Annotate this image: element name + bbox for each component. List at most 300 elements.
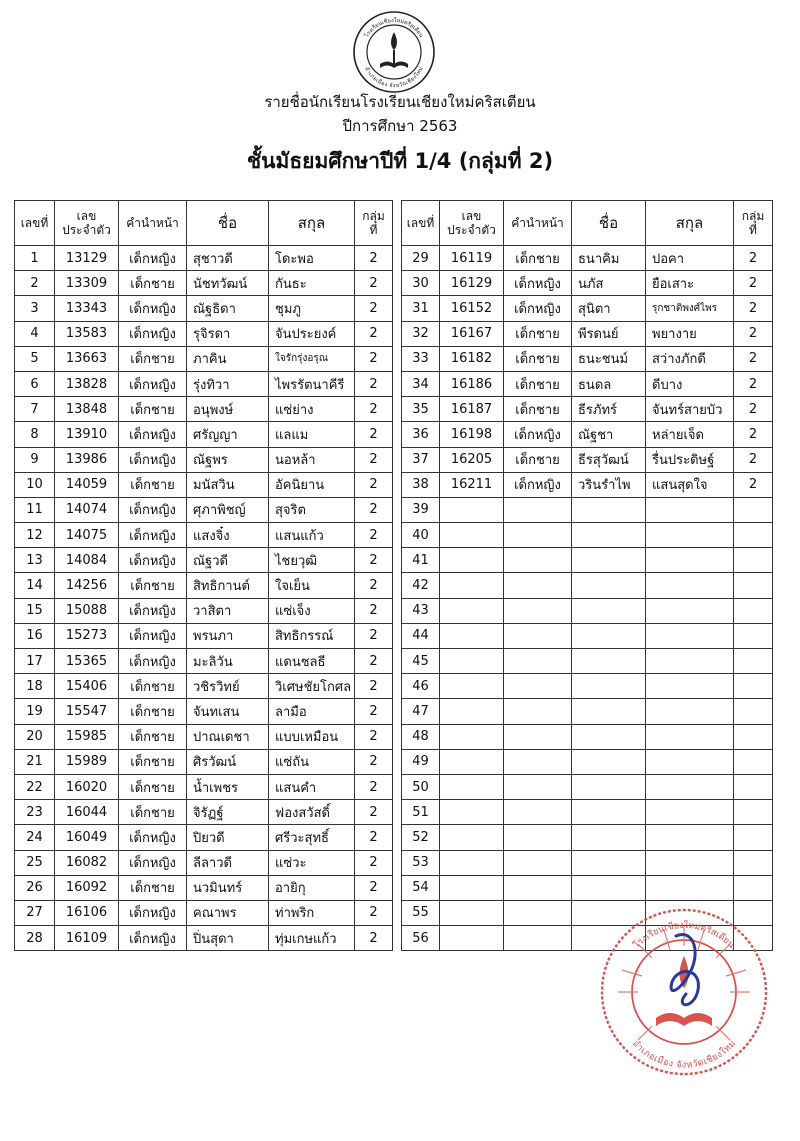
cell-student-id [440, 497, 504, 522]
cell-first-name: นวมินทร์ [187, 875, 269, 900]
cell-student-id: 16044 [55, 800, 119, 825]
cell-group: 2 [734, 346, 773, 371]
cell-student-id: 13986 [55, 447, 119, 472]
cell-student-id: 16049 [55, 825, 119, 850]
svg-text:อำเภอเมือง จังหวัดเชียงใหม่: อำเภอเมือง จังหวัดเชียงใหม่ [363, 66, 425, 90]
table-row [402, 472, 773, 497]
cell-last-name: ไชยวุฒิ [269, 548, 355, 573]
col-id-label-2: ประจำตัว [62, 223, 111, 237]
cell-no: 47 [402, 699, 440, 724]
cell-student-id: 16205 [440, 447, 504, 472]
cell-last-name [646, 649, 734, 674]
cell-group [734, 825, 773, 850]
cell-prefix: เด็กหญิง [119, 598, 187, 623]
cell-no: 13 [15, 548, 55, 573]
cell-first-name: สิทธิกานต์ [187, 573, 269, 598]
cell-prefix: เด็กหญิง [504, 472, 572, 497]
cell-student-id [440, 649, 504, 674]
cell-group [734, 724, 773, 749]
cell-last-name [646, 674, 734, 699]
cell-student-id [440, 850, 504, 875]
cell-last-name: ฟองสวัสดิ์ [269, 800, 355, 825]
col-no-header: เลขที่ [15, 201, 55, 246]
cell-first-name [572, 573, 646, 598]
cell-group: 2 [355, 623, 393, 648]
cell-student-id: 16129 [440, 271, 504, 296]
table-row [15, 422, 393, 447]
cell-no: 30 [402, 271, 440, 296]
cell-no: 35 [402, 397, 440, 422]
cell-student-id [440, 674, 504, 699]
cell-prefix [504, 850, 572, 875]
table-row [15, 321, 393, 346]
table-row [402, 774, 773, 799]
cell-prefix [504, 699, 572, 724]
cell-no: 37 [402, 447, 440, 472]
cell-first-name [572, 699, 646, 724]
cell-group: 2 [355, 598, 393, 623]
cell-no: 9 [15, 447, 55, 472]
cell-prefix: เด็กชาย [119, 699, 187, 724]
cell-first-name [572, 497, 646, 522]
cell-student-id: 14059 [55, 472, 119, 497]
cell-first-name: ธนะชนม์ [572, 346, 646, 371]
cell-group: 2 [734, 246, 773, 271]
academic-year: ปีการศึกษา 2563 [342, 117, 458, 135]
cell-last-name: แดนชลธี [269, 649, 355, 674]
cell-group [734, 774, 773, 799]
table-row [15, 875, 393, 900]
cell-prefix: เด็กชาย [119, 774, 187, 799]
cell-group [734, 523, 773, 548]
cell-prefix: เด็กชาย [504, 321, 572, 346]
cell-prefix [504, 800, 572, 825]
cell-last-name [646, 749, 734, 774]
class-title: ชั้นมัธยมศึกษาปีที่ 1/4 (กลุ่มที่ 2) [246, 149, 554, 173]
cell-last-name: แซ่ย่าง [269, 397, 355, 422]
cell-prefix: เด็กชาย [119, 800, 187, 825]
cell-no: 22 [15, 774, 55, 799]
cell-prefix: เด็กหญิง [119, 623, 187, 648]
cell-group: 2 [355, 825, 393, 850]
cell-first-name: รุจิรดา [187, 321, 269, 346]
table-row [15, 800, 393, 825]
cell-student-id [440, 926, 504, 951]
cell-no: 28 [15, 926, 55, 951]
cell-last-name: ท่าพริก [269, 900, 355, 925]
col-id-label-1: เลข [76, 209, 97, 223]
cell-group: 2 [355, 875, 393, 900]
cell-student-id: 16106 [55, 900, 119, 925]
cell-group: 2 [355, 371, 393, 396]
col-id-label-2: ประจำตัว [447, 223, 496, 237]
cell-last-name: ดีบาง [646, 371, 734, 396]
cell-prefix: เด็กหญิง [119, 321, 187, 346]
cell-group: 2 [734, 397, 773, 422]
table-row [402, 724, 773, 749]
cell-prefix: เด็กหญิง [119, 850, 187, 875]
roster-table-left [14, 200, 393, 951]
cell-last-name: แลแม [269, 422, 355, 447]
cell-last-name: นอหล้า [269, 447, 355, 472]
cell-group: 2 [355, 749, 393, 774]
cell-last-name: วิเศษชัยโกศล [269, 674, 355, 699]
cell-student-id: 16092 [55, 875, 119, 900]
cell-last-name: ยือเสาะ [646, 271, 734, 296]
cell-no: 34 [402, 371, 440, 396]
cell-student-id: 16119 [440, 246, 504, 271]
cell-first-name: นภัส [572, 271, 646, 296]
cell-last-name: ใจรักรุ่งอรุณ [269, 346, 355, 371]
cell-prefix [504, 497, 572, 522]
cell-no: 29 [402, 246, 440, 271]
col-group-label-2: ที่ [369, 223, 378, 237]
header-row [402, 201, 773, 246]
table-row [402, 598, 773, 623]
svg-text:โรงเรียนเชียงใหม่คริสเตียน: โรงเรียนเชียงใหม่คริสเตียน [632, 920, 736, 951]
cell-prefix: เด็กชาย [119, 397, 187, 422]
table-row [15, 850, 393, 875]
cell-prefix: เด็กชาย [119, 472, 187, 497]
cell-group [734, 800, 773, 825]
cell-last-name [646, 800, 734, 825]
col-last-header: สกุล [646, 201, 734, 246]
cell-prefix: เด็กชาย [119, 346, 187, 371]
cell-first-name [572, 598, 646, 623]
cell-group: 2 [355, 850, 393, 875]
table-row [402, 548, 773, 573]
cell-last-name [646, 523, 734, 548]
cell-student-id [440, 875, 504, 900]
table-row [15, 573, 393, 598]
cell-first-name: ณัฐธิดา [187, 296, 269, 321]
cell-no: 52 [402, 825, 440, 850]
cell-group [734, 573, 773, 598]
cell-no: 31 [402, 296, 440, 321]
cell-last-name: รุกชาติพงศ์ไพร [646, 296, 734, 321]
cell-first-name: ภาคิน [187, 346, 269, 371]
table-row [15, 371, 393, 396]
cell-first-name: น้ำเพชร [187, 774, 269, 799]
cell-no: 44 [402, 623, 440, 648]
cell-last-name: แสนสุดใจ [646, 472, 734, 497]
cell-prefix: เด็กหญิง [119, 649, 187, 674]
cell-last-name: แสนแก้ว [269, 523, 355, 548]
cell-first-name: ปิยวดี [187, 825, 269, 850]
cell-last-name [646, 623, 734, 648]
cell-prefix [504, 900, 572, 925]
cell-first-name: คณาพร [187, 900, 269, 925]
cell-no: 1 [15, 246, 55, 271]
col-group-header [734, 201, 773, 246]
cell-last-name: ทุ่มเกษแก้ว [269, 926, 355, 951]
cell-student-id: 16211 [440, 472, 504, 497]
cell-no: 18 [15, 674, 55, 699]
cell-first-name [572, 749, 646, 774]
cell-no: 12 [15, 523, 55, 548]
cell-no: 43 [402, 598, 440, 623]
cell-group: 2 [355, 724, 393, 749]
cell-group [734, 674, 773, 699]
school-stamp-icon [598, 906, 770, 1078]
cell-no: 6 [15, 371, 55, 396]
cell-group: 2 [355, 699, 393, 724]
cell-student-id: 13343 [55, 296, 119, 321]
table-row [15, 523, 393, 548]
cell-prefix: เด็กหญิง [119, 825, 187, 850]
cell-first-name: จิรัฏฐ์ [187, 800, 269, 825]
cell-prefix [504, 573, 572, 598]
cell-no: 4 [15, 321, 55, 346]
cell-prefix [504, 774, 572, 799]
cell-no: 8 [15, 422, 55, 447]
table-row [15, 472, 393, 497]
cell-first-name: วชิรวิทย์ [187, 674, 269, 699]
cell-group: 2 [734, 271, 773, 296]
cell-prefix [504, 623, 572, 648]
cell-no: 15 [15, 598, 55, 623]
cell-prefix: เด็กหญิง [119, 497, 187, 522]
cell-no: 10 [15, 472, 55, 497]
cell-group: 2 [734, 296, 773, 321]
cell-no: 25 [15, 850, 55, 875]
cell-student-id: 15365 [55, 649, 119, 674]
cell-group: 2 [355, 296, 393, 321]
cell-no: 24 [15, 825, 55, 850]
cell-student-id: 15273 [55, 623, 119, 648]
cell-last-name [646, 598, 734, 623]
table-row [15, 397, 393, 422]
table-row [402, 850, 773, 875]
cell-group: 2 [355, 422, 393, 447]
cell-prefix: เด็กชาย [119, 749, 187, 774]
cell-first-name: ณัฐวดี [187, 548, 269, 573]
cell-first-name: ปิ่นสุดา [187, 926, 269, 951]
cell-student-id [440, 598, 504, 623]
table-row [402, 296, 773, 321]
cell-first-name: ลีลาวดี [187, 850, 269, 875]
cell-first-name [572, 548, 646, 573]
cell-first-name: วาสิตา [187, 598, 269, 623]
col-id-header [440, 201, 504, 246]
table-row [402, 271, 773, 296]
cell-no: 54 [402, 875, 440, 900]
table-row [15, 749, 393, 774]
cell-group: 2 [734, 321, 773, 346]
table-row [15, 346, 393, 371]
table-row [402, 749, 773, 774]
cell-first-name: ธีรสุวัฒน์ [572, 447, 646, 472]
cell-group: 2 [355, 497, 393, 522]
cell-last-name [646, 497, 734, 522]
cell-student-id: 15985 [55, 724, 119, 749]
cell-student-id [440, 699, 504, 724]
cell-prefix: เด็กชาย [119, 271, 187, 296]
cell-no: 48 [402, 724, 440, 749]
col-group-label-1: กลุ่ม [362, 209, 385, 223]
cell-first-name [572, 724, 646, 749]
cell-last-name: โดะพอ [269, 246, 355, 271]
cell-group: 2 [355, 472, 393, 497]
col-first-header: ชื่อ [187, 201, 269, 246]
cell-prefix: เด็กหญิง [119, 900, 187, 925]
cell-first-name: ธนดล [572, 371, 646, 396]
cell-prefix: เด็กหญิง [119, 548, 187, 573]
cell-student-id: 13129 [55, 246, 119, 271]
cell-last-name: หล่ายเจ็ด [646, 422, 734, 447]
cell-first-name: มนัสวิน [187, 472, 269, 497]
cell-student-id [440, 623, 504, 648]
cell-student-id: 13910 [55, 422, 119, 447]
cell-no: 16 [15, 623, 55, 648]
cell-group: 2 [355, 523, 393, 548]
col-prefix-header: คำนำหน้า [119, 201, 187, 246]
cell-student-id [440, 573, 504, 598]
table-row [15, 296, 393, 321]
cell-student-id: 16186 [440, 371, 504, 396]
cell-group [734, 850, 773, 875]
cell-prefix: เด็กหญิง [119, 371, 187, 396]
cell-no: 42 [402, 573, 440, 598]
cell-last-name: สุจริต [269, 497, 355, 522]
cell-no: 53 [402, 850, 440, 875]
cell-group: 2 [355, 271, 393, 296]
cell-last-name: แบบเหมือน [269, 724, 355, 749]
cell-no: 2 [15, 271, 55, 296]
table-row [15, 548, 393, 573]
cell-student-id: 13828 [55, 371, 119, 396]
table-row [402, 371, 773, 396]
cell-prefix: เด็กหญิง [119, 246, 187, 271]
cell-student-id: 16182 [440, 346, 504, 371]
cell-no: 17 [15, 649, 55, 674]
cell-student-id: 15088 [55, 598, 119, 623]
cell-last-name: ปอคา [646, 246, 734, 271]
cell-first-name: พรนภา [187, 623, 269, 648]
cell-group [734, 649, 773, 674]
cell-first-name [572, 774, 646, 799]
table-row [15, 447, 393, 472]
cell-first-name [572, 800, 646, 825]
table-row [402, 246, 773, 271]
table-row [402, 422, 773, 447]
cell-no: 49 [402, 749, 440, 774]
cell-last-name: แสนคำ [269, 774, 355, 799]
cell-group: 2 [355, 800, 393, 825]
cell-group: 2 [355, 548, 393, 573]
cell-no: 20 [15, 724, 55, 749]
cell-group [734, 749, 773, 774]
table-row [15, 649, 393, 674]
svg-text:อำเภอเมือง จังหวัดเชียงใหม่: อำเภอเมือง จังหวัดเชียงใหม่ [630, 1038, 738, 1071]
cell-no: 32 [402, 321, 440, 346]
col-last-header: สกุล [269, 201, 355, 246]
cell-first-name: ปาณเดชา [187, 724, 269, 749]
cell-first-name [572, 623, 646, 648]
table-row [15, 774, 393, 799]
cell-student-id: 15547 [55, 699, 119, 724]
cell-first-name: ศรัญญา [187, 422, 269, 447]
cell-last-name [646, 548, 734, 573]
cell-last-name: กันธะ [269, 271, 355, 296]
cell-prefix: เด็กชาย [504, 397, 572, 422]
cell-group [734, 497, 773, 522]
table-row [402, 674, 773, 699]
cell-no: 7 [15, 397, 55, 422]
cell-student-id: 16167 [440, 321, 504, 346]
col-no-header: เลขที่ [402, 201, 440, 246]
cell-prefix: เด็กชาย [119, 875, 187, 900]
cell-last-name: แซ่วะ [269, 850, 355, 875]
cell-no: 41 [402, 548, 440, 573]
table-row [15, 699, 393, 724]
cell-no: 23 [15, 800, 55, 825]
cell-prefix: เด็กหญิง [119, 447, 187, 472]
cell-prefix [504, 598, 572, 623]
cell-first-name: สุชาวดี [187, 246, 269, 271]
cell-first-name: มะลิวัน [187, 649, 269, 674]
cell-student-id [440, 774, 504, 799]
cell-group: 2 [355, 900, 393, 925]
cell-no: 39 [402, 497, 440, 522]
cell-group: 2 [355, 246, 393, 271]
cell-student-id: 14075 [55, 523, 119, 548]
cell-no: 40 [402, 523, 440, 548]
cell-last-name: ไพรรัตนาคีรี [269, 371, 355, 396]
cell-prefix: เด็กชาย [119, 674, 187, 699]
table-row [402, 573, 773, 598]
cell-no: 46 [402, 674, 440, 699]
cell-last-name: แซ่ถัน [269, 749, 355, 774]
cell-first-name: สุนิตา [572, 296, 646, 321]
cell-first-name [572, 850, 646, 875]
cell-prefix: เด็กชาย [119, 724, 187, 749]
cell-prefix [504, 523, 572, 548]
cell-group [734, 548, 773, 573]
table-row [402, 321, 773, 346]
cell-no: 36 [402, 422, 440, 447]
cell-last-name [646, 774, 734, 799]
cell-first-name: อนุพงษ์ [187, 397, 269, 422]
col-group-label-2: ที่ [749, 223, 757, 237]
cell-prefix: เด็กชาย [504, 447, 572, 472]
cell-student-id: 16082 [55, 850, 119, 875]
school-title: รายชื่อนักเรียนโรงเรียนเชียงใหม่คริสเตียน [264, 93, 536, 111]
cell-group: 2 [355, 447, 393, 472]
cell-group [734, 875, 773, 900]
cell-prefix: เด็กหญิง [119, 422, 187, 447]
cell-last-name: ชุมภู [269, 296, 355, 321]
cell-no: 11 [15, 497, 55, 522]
cell-first-name: ณัฐชา [572, 422, 646, 447]
cell-no: 50 [402, 774, 440, 799]
cell-student-id: 13309 [55, 271, 119, 296]
cell-student-id: 16020 [55, 774, 119, 799]
cell-last-name: จันประยงค์ [269, 321, 355, 346]
cell-first-name: พีรดนย์ [572, 321, 646, 346]
table-row [15, 623, 393, 648]
cell-group: 2 [355, 926, 393, 951]
cell-group: 2 [355, 774, 393, 799]
cell-no: 19 [15, 699, 55, 724]
cell-last-name [646, 724, 734, 749]
table-row [15, 246, 393, 271]
cell-group: 2 [355, 346, 393, 371]
cell-student-id: 13663 [55, 346, 119, 371]
table-row [15, 724, 393, 749]
cell-last-name [646, 825, 734, 850]
cell-no: 38 [402, 472, 440, 497]
